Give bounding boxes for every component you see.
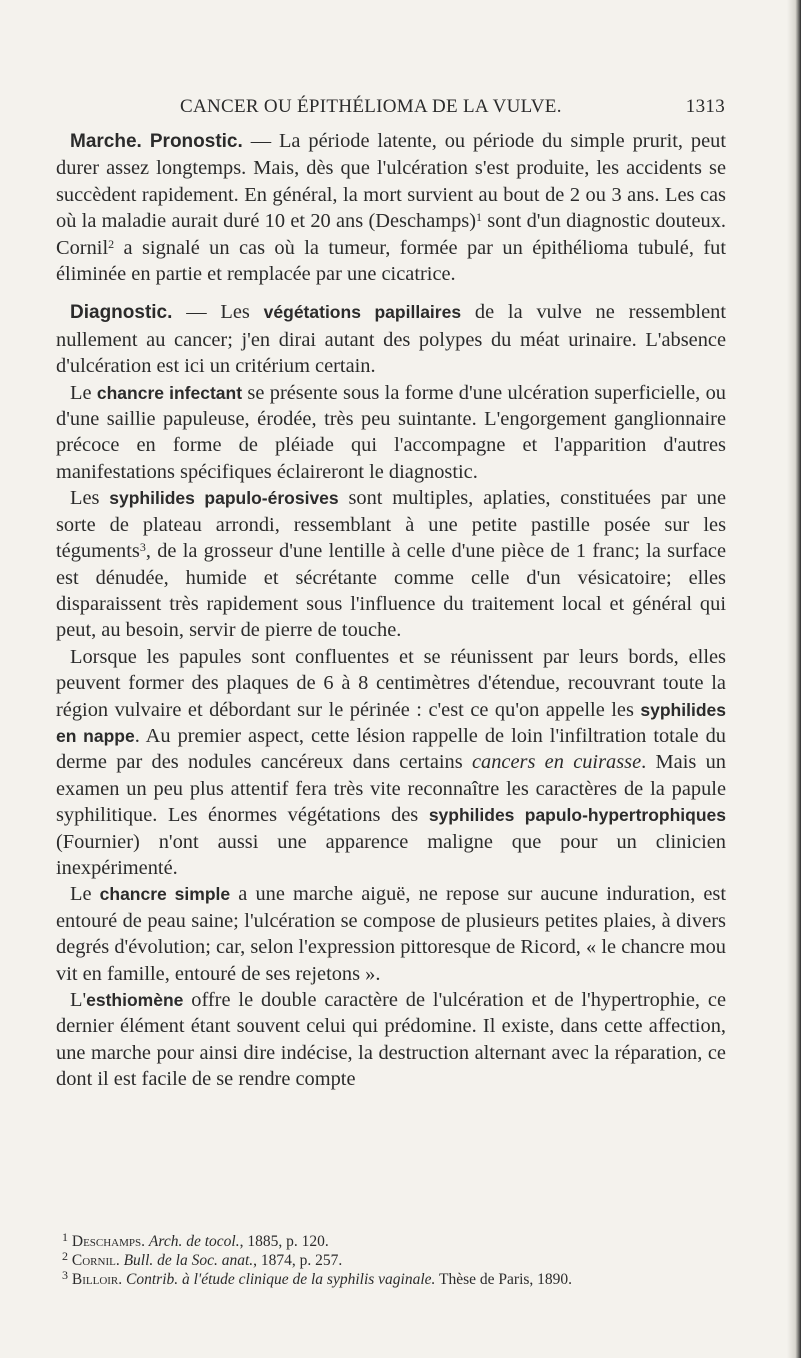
footnote-3: $^3$ Billoir. Contrib. à l'étude clinique de la syphilis vaginale. Thèse de Paris, 1890.	[62, 1268, 573, 1288]
term-esthiomene: esthiomène	[86, 990, 184, 1010]
page-number: 1313	[685, 96, 725, 117]
footnote-1: $^1$ Deschamps. Arch. de tocol., 1885, p. 120.	[62, 1230, 329, 1250]
term-syphilides-papulo-erosives: syphilides papulo-érosives	[109, 488, 339, 509]
body-text	[56, 128, 726, 1093]
paragraph-syphilides: Les syphilides papulo-érosives sont multiples, aplaties, constituées par une sorte de plateau arrondi, ressemblant à une petite pastille posée sur les téguments$^3$, de la grosseur d'une lentille à celle d'une pièce de 1 franc; la surface est dénudée, humide et sécrétante comme celle d'un vésicatoire; elles disparaissent très rapidement sous l'influence du traitement local et général qui peut, au besoin, servir de pierre de touche.	[56, 487, 727, 642]
footnote-ref: 1	[476, 210, 483, 225]
paragraph-chancre-infectant: Le chancre infectant se présente sous la forme d'une ulcération superficielle, ou d'une saillie papuleuse, érodée, très peu suintante. L'engorgement ganglionnaire précoce en forme de pléiade qui l'accompagne et l'apparition d'autres manifestations spécifiques éclaireront le diagnostic.	[56, 381, 726, 483]
footnote-ref: 2	[108, 236, 115, 251]
italic-cancers-en-cuirasse: cancers en cuirasse	[471, 751, 642, 774]
term-syphilides-en-nappe: syphilides en nappe	[56, 699, 726, 746]
running-title: CANCER OU ÉPITHÉLIOMA DE LA VULVE.	[180, 96, 562, 117]
paragraph-diagnostic: Diagnostic. — Les végétations papillaires de la vulve ne ressemblent nullement au cancer; j'en dirai autant des polypes du méat urinaire. L'absence d'ulcération est ici un critérium certain.	[56, 301, 727, 378]
footnotes	[62, 1232, 732, 1289]
running-header	[140, 96, 725, 122]
section-heading-diagnostic: Diagnostic.	[70, 302, 173, 324]
page-edge-shadow	[787, 0, 801, 1358]
footnote-2: $^2$ Cornil. Bull. de la Soc. anat., 1874, p. 257.	[62, 1249, 343, 1269]
term-vegetations: végétations papillaires	[263, 302, 462, 323]
term-chancre-simple: chancre simple	[99, 884, 231, 905]
paragraph-esthiomene: L'esthiomène offre le double caractère de l'ulcération et de l'hypertrophie, ce dernier élément étant souvent celui qui prédomine. Il existe, dans cette affection, une marche pour ainsi dire indécise, la destruction alternant avec la réparation, ce dont il est facile de se rendre compte	[56, 989, 726, 1091]
footnote-ref: 3	[139, 540, 146, 555]
paragraph-papules-confluentes: Lorsque les papules sont confluentes et se réunissent par leurs bords, elles peuvent former des plaques de 6 à 8 centimètres d'étendue, recouvrant toute la région vulvaire et débordant sur le périnée : c'est ce qu'on appelle les syphilides en nappe. Au premier aspect, cette lésion rappelle de loin l'infiltration totale du derme par des nodules cancéreux dans certains cancers en cuirasse. Mais un examen un peu plus attentif fera très vite reconnaître les caractères de la papule syphilitique. Les énormes végétations des syphilides papulo-hypertrophiques (Fournier) n'ont aussi une apparence maligne que pour un clinicien inexpérimenté.	[56, 645, 727, 879]
paragraph-chancre-simple: Le chancre simple a une marche aiguë, ne repose sur aucune induration, est entouré de peau saine; l'ulcération se compose de plusieurs petites plaies, à divers degrés d'évolution; car, selon l'expression pittoresque de Ricord, « le chancre mou vit en famille, entouré de ses rejetons ».	[56, 883, 726, 985]
term-syphilides-papulo-hypertrophiques: syphilides papulo-hypertrophiques	[428, 805, 727, 826]
term-chancre-infectant: chancre infectant	[96, 382, 243, 403]
paragraph-marche-pronostic: Marche. Pronostic. — La période latente, ou période du simple prurit, peut durer assez longtemps. Mais, dès que l'ulcération s'est produite, les accidents se succèdent rapidement. En général, la mort survient au bout de 2 ou 3 ans. Les cas où la maladie aurait duré 10 et 20 ans (Deschamps)$^1$ sont d'un diagnostic douteux. Cornil$^2$ a signalé un cas où la tumeur, formée par un épithélioma tubulé, fut éliminée en partie et remplacée par une cicatrice.	[56, 130, 726, 286]
section-heading-marche: Marche. Pronostic.	[70, 131, 243, 152]
